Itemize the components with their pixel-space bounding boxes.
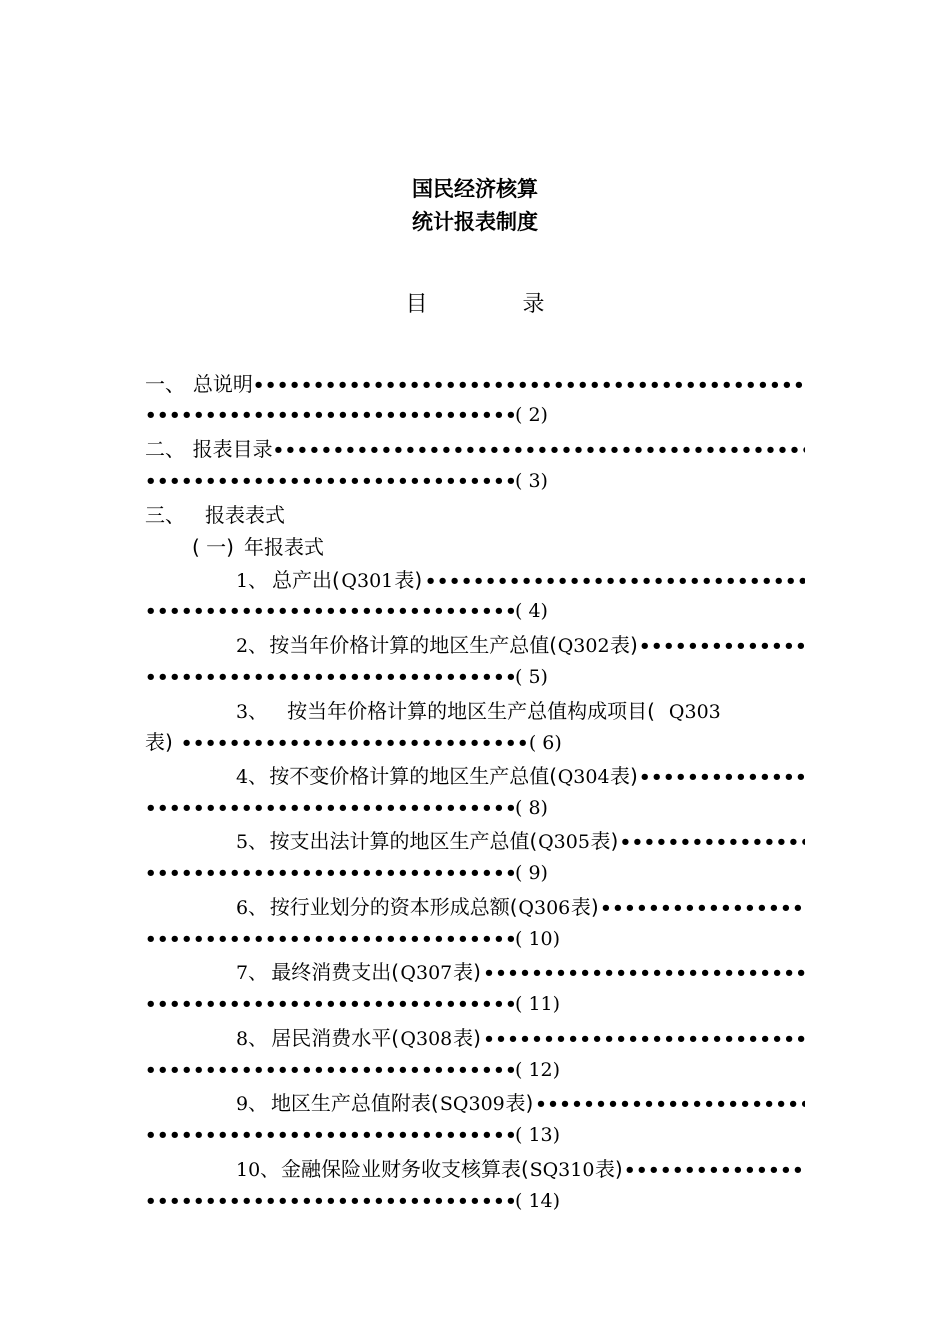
toc-item-title: 居民消费水平(: [271, 1026, 400, 1050]
dot-leader: [639, 633, 805, 659]
toc-entry-number: ( 一): [192, 535, 234, 559]
toc-item-number: 8、: [236, 1028, 268, 1050]
toc-item-suffix: 表): [453, 960, 481, 984]
dot-leader: [483, 1026, 805, 1052]
dot-leader: [145, 468, 515, 495]
toc-item-suffix: 表): [394, 568, 423, 592]
document-title-line1: 国民经济核算: [412, 177, 538, 201]
toc-item-code: Q301: [341, 570, 394, 592]
toc-item-suffix: 表): [505, 1091, 534, 1115]
dot-leader: [145, 926, 515, 953]
toc-item-suffix: 表): [590, 829, 619, 853]
toc-item-number: 3、: [236, 701, 268, 723]
toc-item-suffix: 表): [610, 633, 638, 657]
toc-item-code: Q306: [518, 897, 571, 919]
toc-entry-continuation: [145, 401, 575, 429]
toc-entry-number: 三、: [145, 503, 185, 527]
toc-page-number: ( 8): [515, 797, 548, 819]
toc-entry-number: 二、: [145, 437, 185, 461]
toc-entry-continuation: [145, 925, 585, 953]
dot-leader: [253, 372, 805, 398]
toc-page-number: ( 11): [515, 993, 561, 1015]
toc-item-title: 按支出法计算的地区生产总值(: [269, 829, 538, 853]
dot-leader: [145, 1122, 515, 1149]
toc-item-title: 按当年价格计算的地区生产总值构成项目(: [287, 699, 655, 723]
toc-item-number: 6、: [236, 897, 268, 919]
dot-leader: [145, 1188, 515, 1215]
toc-item-title: 总产出(: [271, 568, 340, 592]
toc-item-sq309[interactable]: [236, 1089, 805, 1117]
toc-page-number: ( 6): [528, 732, 562, 754]
toc-entry-continuation: [145, 1187, 585, 1215]
dot-leader: [181, 730, 529, 756]
toc-subsection-annual[interactable]: [192, 533, 792, 561]
toc-entry-report-forms[interactable]: [145, 501, 805, 529]
toc-entry-title: 报表目录: [192, 437, 273, 461]
toc-page-number: ( 3): [515, 470, 548, 492]
toc-entry-continuation: [145, 1056, 585, 1084]
dot-leader: [483, 960, 805, 986]
toc-item-title: 按行业划分的资本形成总额(: [269, 895, 518, 919]
dot-leader: [145, 598, 515, 625]
toc-entry-continuation: [145, 597, 575, 625]
toc-item-number: 9、: [236, 1093, 268, 1115]
toc-item-title: 最终消费支出(: [271, 960, 400, 984]
toc-item-number: 1、: [236, 570, 268, 592]
toc-entry-continuation: [145, 1121, 585, 1149]
toc-item-title: 按不变价格计算的地区生产总值(: [269, 764, 558, 788]
dot-leader: [145, 402, 515, 429]
toc-entry-continuation: [145, 859, 575, 887]
toc-item-code: Q304: [557, 766, 610, 788]
toc-entry-continuation: [145, 467, 575, 495]
toc-entry-report-catalog[interactable]: [145, 435, 805, 463]
dot-leader: [535, 1091, 805, 1117]
toc-page-number: ( 10): [515, 928, 561, 950]
toc-page-number: ( 2): [515, 404, 548, 426]
document-title-line2: 统计报表制度: [412, 210, 538, 234]
dot-leader: [145, 1057, 515, 1084]
toc-item-code: Q302: [557, 635, 610, 657]
dot-leader: [624, 1157, 805, 1183]
toc-item-q304[interactable]: [236, 762, 805, 790]
toc-entry-title: 报表表式: [205, 503, 285, 527]
toc-page-number: ( 9): [515, 862, 548, 884]
toc-entry-continuation: [145, 728, 605, 756]
dot-leader: [425, 568, 805, 594]
toc-item-code: Q305: [538, 831, 590, 853]
toc-item-q303[interactable]: [236, 697, 805, 725]
toc-item-q301[interactable]: [236, 566, 805, 594]
toc-item-q302[interactable]: [236, 631, 805, 659]
toc-page-number: ( 4): [515, 600, 548, 622]
toc-page-number: ( 13): [515, 1124, 561, 1146]
toc-item-code: SQ309: [439, 1093, 505, 1115]
toc-heading: 目 录: [405, 292, 589, 317]
toc-item-number: 7、: [236, 962, 268, 984]
toc-item-q306[interactable]: [236, 893, 805, 921]
toc-item-suffix: 表): [594, 1157, 623, 1181]
toc-item-number: 2、: [236, 635, 268, 657]
toc-item-title: 按当年价格计算的地区生产总值(: [269, 633, 558, 657]
toc-item-sq310[interactable]: [236, 1155, 805, 1183]
toc-item-number: 4、: [236, 766, 268, 788]
toc-entry-continuation: [145, 990, 585, 1018]
toc-item-suffix: 表): [453, 1026, 481, 1050]
toc-item-q308[interactable]: [236, 1024, 805, 1052]
toc-item-code: Q308: [400, 1028, 453, 1050]
toc-item-q305[interactable]: [236, 827, 805, 855]
toc-item-suffix: 表): [610, 764, 638, 788]
toc-item-code: Q307: [400, 962, 453, 984]
toc-item-suffix: 表): [145, 730, 173, 754]
toc-entry-title: 总说明: [192, 372, 253, 396]
toc-item-title: 金融保险业财务收支核算表(: [280, 1157, 529, 1181]
toc-page-number: ( 5): [515, 666, 548, 688]
dot-leader: [273, 437, 805, 463]
toc-page-number: ( 12): [515, 1059, 561, 1081]
toc-item-code: Q303: [668, 701, 721, 723]
toc-entry-general[interactable]: [145, 370, 805, 398]
toc-item-code: SQ310: [529, 1159, 595, 1181]
toc-item-number: 5、: [236, 831, 268, 853]
dot-leader: [600, 895, 805, 921]
dot-leader: [145, 795, 515, 822]
toc-item-suffix: 表): [570, 895, 599, 919]
dot-leader: [145, 664, 515, 691]
dot-leader: [620, 829, 805, 855]
dot-leader: [145, 860, 515, 887]
toc-item-title: 地区生产总值附表(: [270, 1091, 439, 1115]
toc-entry-continuation: [145, 794, 575, 822]
toc-entry-continuation: [145, 663, 575, 691]
dot-leader: [145, 991, 515, 1018]
toc-page-number: ( 14): [515, 1190, 561, 1212]
dot-leader: [639, 764, 805, 790]
toc-item-q307[interactable]: [236, 958, 805, 986]
toc-entry-number: 一、: [145, 372, 185, 396]
toc-item-number: 10、: [236, 1159, 280, 1181]
toc-entry-title: 年报表式: [243, 535, 324, 559]
